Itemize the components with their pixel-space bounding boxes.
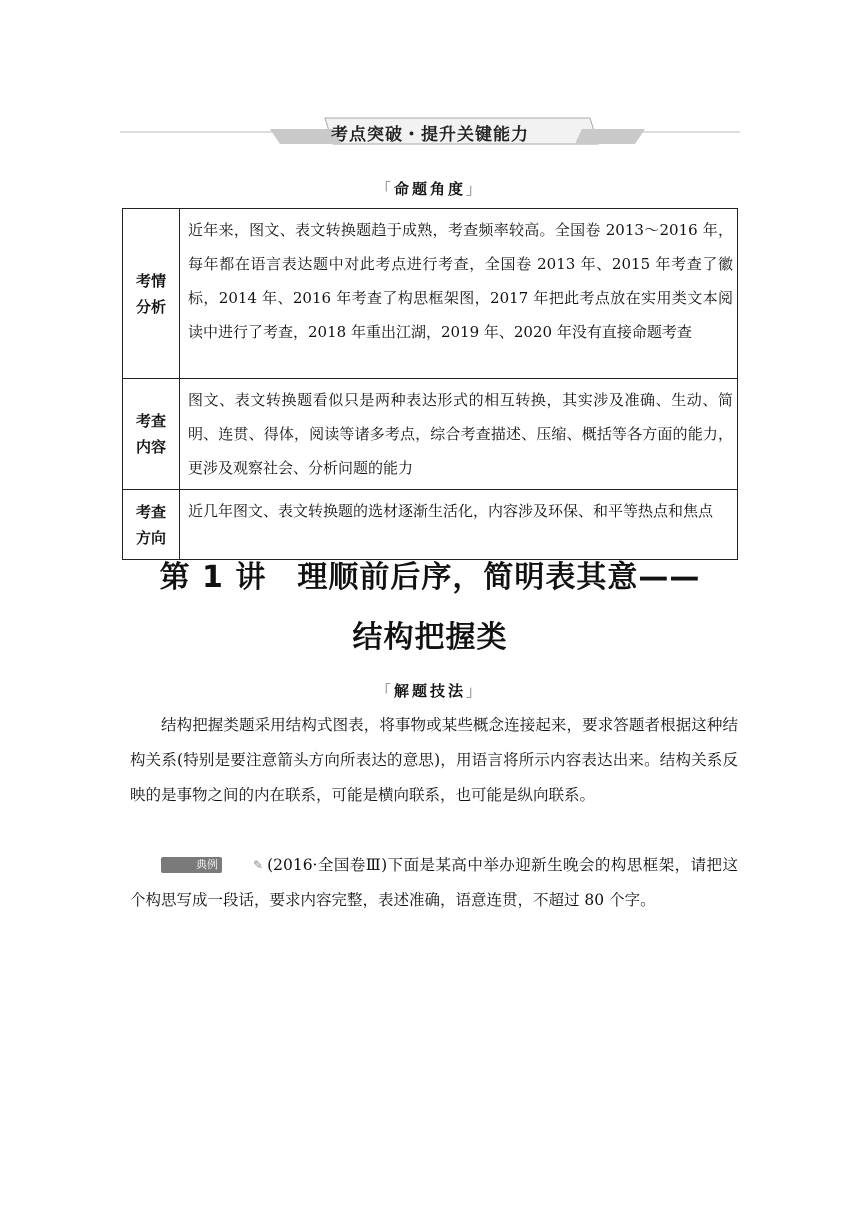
row-header-line: 分析	[135, 297, 166, 316]
skills-label-text: 解题技法	[393, 682, 466, 700]
table-row	[123, 379, 738, 490]
row-header	[123, 490, 180, 560]
lecture-title-line2: 结构把握类	[352, 620, 508, 655]
table-row	[123, 490, 738, 560]
row-header	[123, 379, 180, 490]
pen-icon: ✎	[253, 858, 264, 872]
row-header	[123, 209, 180, 379]
angle-label-text: 命题角度	[393, 180, 466, 198]
table-row	[123, 209, 738, 379]
row-header-line: 考查	[135, 412, 166, 430]
exam-analysis-table	[122, 208, 738, 560]
skills-section-label: 「解题技法」	[375, 682, 485, 700]
row-header-line: 方向	[135, 528, 166, 547]
example-badge: 典例	[161, 857, 222, 873]
row-header-line: 内容	[135, 438, 166, 456]
section-banner	[120, 112, 740, 152]
example-paragraph	[130, 848, 738, 918]
skills-paragraph: 结构把握类题采用结构式图表，将事物或某些概念连接起来，要求答题者根据这种结构关系(特别是要注意箭头方向所表达的意思)，用语言将所示内容表达出来。结构关系反映的是事物之间的内在联系，可能是横向联系，也可能是纵向联系。	[130, 716, 738, 804]
row-body: 近年来，图文、表文转换题趋于成熟，考查频率较高。全国卷 2013～2016 年，每年都在语言表达题中对此考点进行考查，全国卷 2013 年、2015 年考查了徽标，2014 年、2016 年考查了构思框架图，2017 年把此考点放在实用类文本阅读中进行了考查，2018 年重出江湖，2019 年、2020 年没有直接命题考查	[180, 209, 738, 379]
row-body: 图文、表文转换题看似只是两种表达形式的相互转换，其实涉及准确、生动、简明、连贯、得体，阅读等诸多考点，综合考查描述、压缩、概括等各方面的能力，更涉及观察社会、分析问题的能力	[180, 379, 738, 490]
angle-section-label: 「命题角度」	[375, 180, 485, 198]
example-text: (2016·全国卷Ⅲ)下面是某高中举办迎新生晚会的构思框架，请把这个构思写成一段话，要求内容完整，表述准确，语意连贯，不超过 80 个字。	[130, 856, 738, 909]
row-body: 近几年图文、表文转换题的选材逐渐生活化，内容涉及环保、和平等热点和焦点	[180, 490, 738, 560]
banner-title: 考点突破・提升关键能力	[331, 125, 529, 145]
lecture-title-line1: 第 1 讲 理顺前后序，简明表其意——	[159, 560, 701, 595]
row-header-line: 考查	[135, 502, 166, 521]
row-header-line: 考情	[135, 271, 166, 290]
